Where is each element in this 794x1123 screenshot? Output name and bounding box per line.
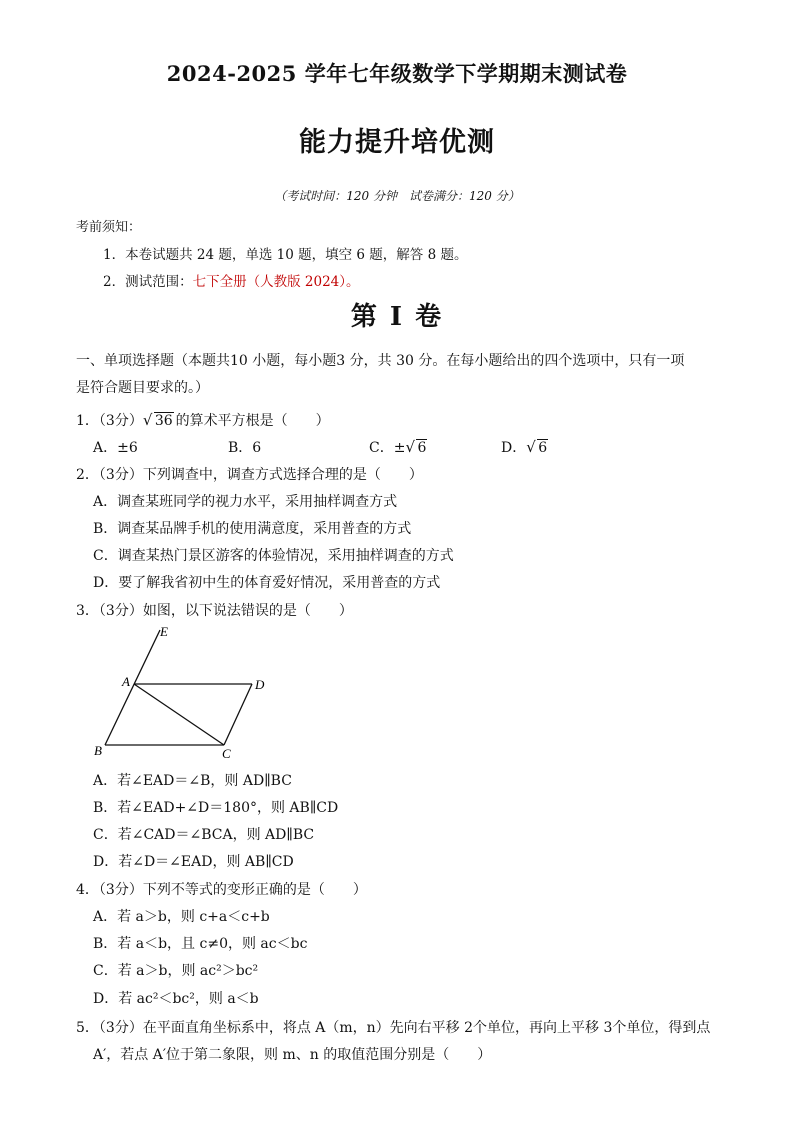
q1-option-d-radicand: 6 xyxy=(538,440,548,456)
q3-geometry-figure xyxy=(90,622,270,762)
label-e: E xyxy=(160,624,168,639)
q5-line-1: 5．（3分）在平面直角坐标系中，将点 A（m，n）先向右平移 2个单位，再向上平移 3个单位，得到点 xyxy=(76,1020,711,1036)
q4-option-a: A．若 a＞b，则 c+a＜c+b xyxy=(93,909,270,925)
q3-stem: 3．（3分）如图，以下说法错误的是（ ） xyxy=(76,603,353,619)
volume-heading: 第 I 卷 xyxy=(350,302,444,332)
q1-option-c-sqrt xyxy=(405,440,427,456)
notice-item-2-prefix: 2．测试范围： xyxy=(103,274,193,290)
q3-option-b: B．若∠EAD+∠D＝180°，则 AB∥CD xyxy=(93,800,339,816)
q1-option-d-prefix: D． xyxy=(501,440,527,456)
exam-meta: （考试时间：120 分钟 试卷满分：120 分） xyxy=(274,189,520,203)
notice-item-2 xyxy=(103,270,360,290)
label-a: A xyxy=(122,674,130,689)
q1-prefix: 1．（3分） xyxy=(76,413,143,429)
q5-line-2: A′，若点 A′位于第二象限，则 m、n 的取值范围分别是（ ） xyxy=(93,1047,492,1063)
sqrt-sign-icon: √ xyxy=(526,438,536,456)
exam-title: 2024-2025 学年七年级数学下学期期末测试卷 xyxy=(166,61,628,86)
sqrt-sign-icon: √ xyxy=(405,438,416,456)
q2-option-d: D．要了解我省初中生的体育爱好情况，采用普查的方式 xyxy=(93,575,441,591)
q4-stem: 4．（3分）下列不等式的变形正确的是（ ） xyxy=(76,882,367,898)
exam-subtitle: 能力提升培优测 xyxy=(299,127,495,158)
notice-label: 考前须知： xyxy=(76,220,142,235)
q2-option-b: B．调查某品牌手机的使用满意度，采用普查的方式 xyxy=(93,521,412,537)
q1-option-d-sqrt xyxy=(526,440,548,456)
q3-option-c: C．若∠CAD＝∠BCA，则 AD∥BC xyxy=(93,827,315,843)
section-1-line-2: 是符合题目要求的。） xyxy=(76,380,209,396)
q2-option-a: A．调查某班同学的视力水平，采用抽样调查方式 xyxy=(93,494,398,510)
section-1-line-1: 一、单项选择题（本题共10 小题，每小题3 分，共 30 分。在每小题给出的四个选项中，只有一项 xyxy=(76,353,685,369)
segment-dc xyxy=(224,684,252,745)
q2-stem: 2．（3分）下列调查中，调查方式选择合理的是（ ） xyxy=(76,467,423,483)
segment-ac xyxy=(134,684,224,745)
q1-option-d xyxy=(501,437,550,457)
q1-option-c xyxy=(369,437,429,457)
q1-option-c-radicand: 6 xyxy=(417,440,427,456)
q1-suffix: 的算术平方根是（ ） xyxy=(175,413,330,429)
q1-option-b: B．6 xyxy=(228,440,262,456)
q1-option-a: A．±6 xyxy=(93,440,138,456)
q3-option-a: A．若∠EAD＝∠B，则 AD∥BC xyxy=(93,773,292,789)
line-be xyxy=(105,630,160,745)
label-b: B xyxy=(94,743,102,758)
q1-radicand: 36 xyxy=(154,413,173,429)
notice-item-2-scope: 七下全册（人教版 2024）。 xyxy=(192,274,360,290)
q1-option-c-prefix: C．± xyxy=(369,440,406,456)
q2-option-c: C．调查某热门景区游客的体验情况，采用抽样调查的方式 xyxy=(93,548,454,564)
q4-option-d: D．若 ac²＜bc²，则 a＜b xyxy=(93,991,259,1007)
sqrt-sign-icon: √ xyxy=(142,411,153,429)
q4-option-c: C．若 a＞b，则 ac²＞bc² xyxy=(93,963,259,979)
notice-item-1: 1．本卷试题共 24 题，单选 10 题，填空 6 题，解答 8 题。 xyxy=(103,247,468,263)
q1-sqrt xyxy=(143,413,174,429)
q1-stem xyxy=(76,410,330,430)
label-c: C xyxy=(222,746,231,761)
label-d: D xyxy=(255,677,265,692)
q4-option-b: B．若 a＜b，且 c≠0，则 ac＜bc xyxy=(93,936,308,952)
q3-option-d: D．若∠D＝∠EAD，则 AB∥CD xyxy=(93,854,294,870)
